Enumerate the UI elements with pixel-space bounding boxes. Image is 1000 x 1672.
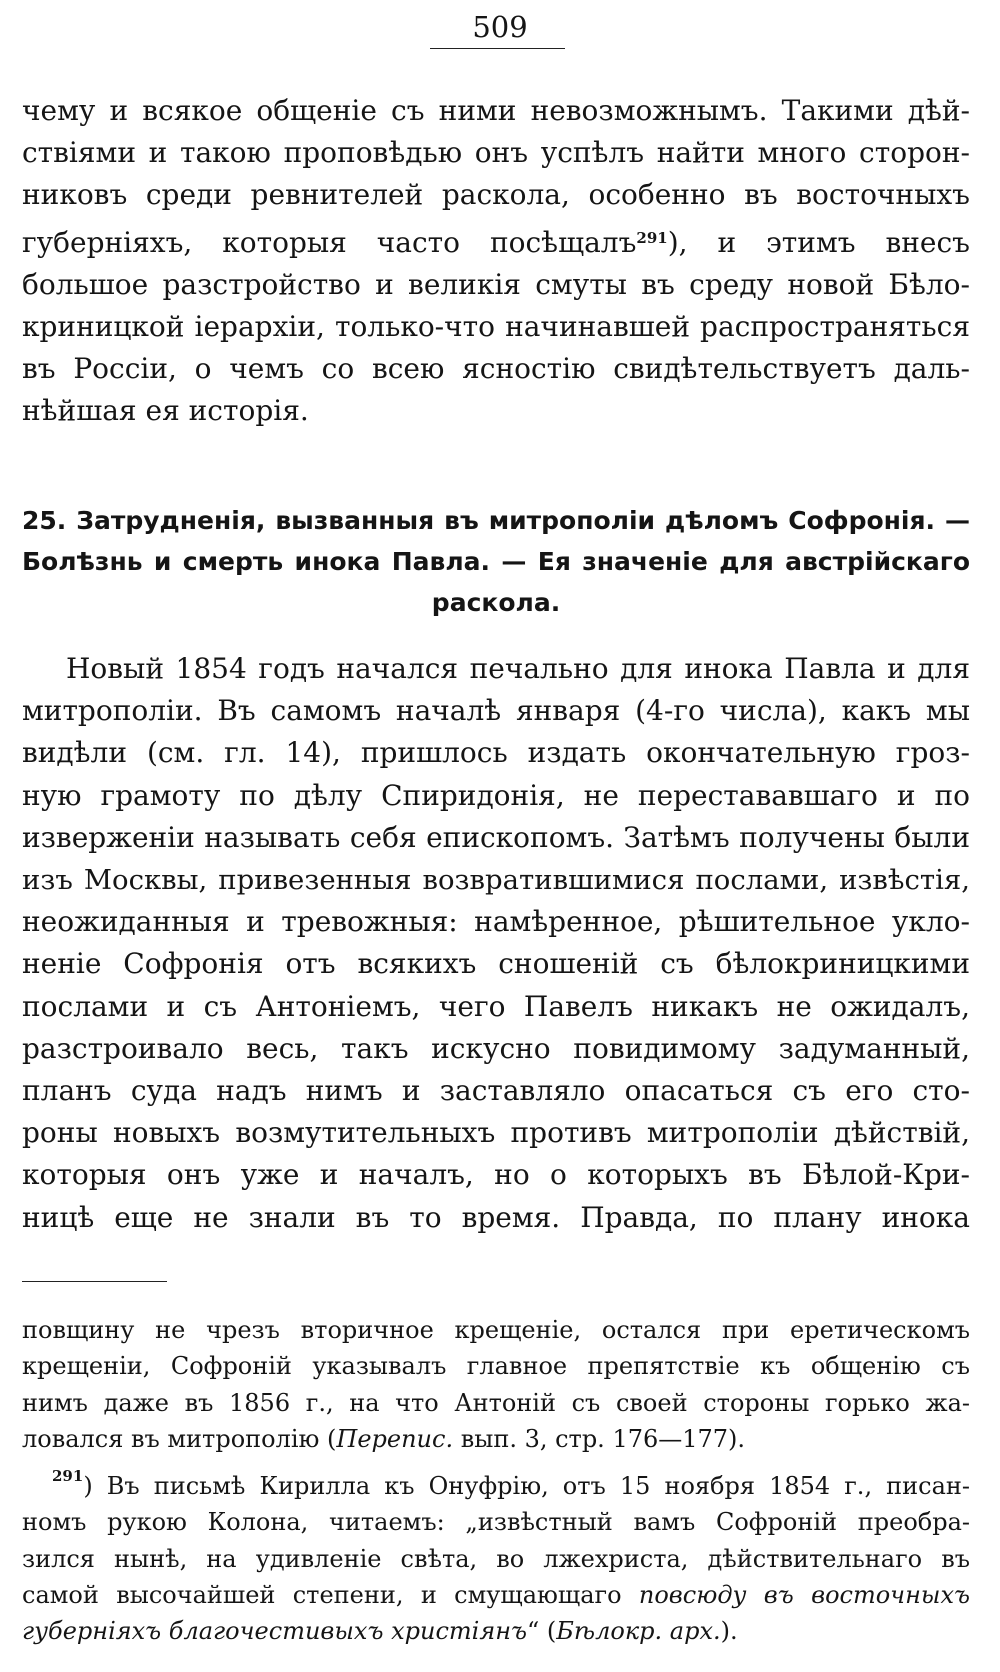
text-line: неожиданныя и тревожныя: намѣренное, рѣшительное укло- (22, 905, 970, 939)
footnote-line: крещеніи, Софроній указывалъ главное препятствіе къ общенію съ (22, 1352, 970, 1381)
text-line: роны новыхъ возмутительныхъ противъ митрополіи дѣйствій, (22, 1116, 970, 1150)
text-line: которыя онъ уже и началъ, но о которыхъ въ Бѣлой-Кри- (22, 1158, 970, 1192)
text-line: ную грамоту по дѣлу Спиридонія, не перестававшаго и по (22, 778, 970, 812)
page-number-underline (430, 48, 565, 49)
footnote-line (22, 1458, 970, 1504)
heading-line: Болѣзнь и смерть инока Павла. — Ея значеніе для австрійскаго (22, 547, 970, 576)
paragraph-section-25 (22, 648, 970, 1239)
text-segment: самой высочайшей степени, и смущающаго (22, 1580, 639, 1609)
text-line: планъ суда надъ нимъ и заставляло опасаться съ его сто- (22, 1074, 970, 1108)
text-line: большое разстройство и великія смуты въ среду новой Бѣло- (22, 267, 970, 301)
footnote-line: повщину не чрезъ вторичное крещеніе, остался при еретическомъ (22, 1316, 970, 1344)
text-line: никовъ среди ревнителей раскола, особенно въ восточныхъ (22, 178, 970, 212)
page-number: 509 (472, 10, 528, 44)
section-heading-25 (22, 500, 970, 623)
text-segment: ), и этимъ внесъ (667, 225, 970, 259)
footnote-line: номъ рукою Колона, читаемъ: „извѣстный вамъ Софроній преобра- (22, 1508, 970, 1537)
text-line: изверженіи называть себя епископомъ. Затѣмъ получены были (22, 820, 970, 854)
text-segment: вып. 3, стр. 176—177). (453, 1424, 746, 1453)
text-segment: губерніяхъ, которыя часто посѣщалъ (22, 225, 637, 259)
footnote-marker-291[interactable]: 291 (636, 228, 668, 247)
text-line: изъ Москвы, привезенныя возвратившимися послами, извѣстія, (22, 864, 970, 897)
footnote-line (22, 1613, 970, 1649)
text-line: видѣли (см. гл. 14), пришлось издать окончательную гроз- (22, 736, 970, 770)
footnote-line: зился нынѣ, на удивленіе свѣта, во лжехриста, дѣйствительнаго въ (22, 1544, 970, 1573)
footnote-line (22, 1421, 970, 1457)
text-segment: ловался въ митрополію ( (22, 1424, 337, 1453)
citation-italic: губерніяхъ благочестивыхъ христіянъ (22, 1617, 528, 1646)
text-line: митрополіи. Въ самомъ началѣ января (4-го числа), какъ мы (22, 694, 970, 728)
citation-italic: Бѣлокр. арх. (556, 1617, 721, 1646)
text-segment: ) Въ письмѣ Кирилла къ Онуфрію, отъ 15 ноября 1854 г., писан- (83, 1472, 970, 1500)
text-line: разстроивало весь, такъ искусно повидимому задуманный, (22, 1031, 970, 1065)
text-segment: “ ( (527, 1617, 557, 1646)
citation-italic: повсюду въ восточныхъ (638, 1580, 970, 1609)
footnote-line: нимъ даже въ 1856 г., на что Антоній съ своей стороны горько жа- (22, 1388, 970, 1417)
footnote-continued (22, 1312, 970, 1457)
text-line: послами и съ Антоніемъ, чего Павелъ никакъ не ожидалъ, (22, 989, 970, 1023)
heading-line: 25. Затрудненія, вызванныя въ митрополіи дѣломъ Софронія. — (22, 506, 970, 535)
text-line (22, 217, 970, 264)
text-line: ницѣ еще не знали въ то время. Правда, по плану инока (22, 1200, 970, 1234)
text-line: неніе Софронія отъ всякихъ сношеній съ бѣлокриницкими (22, 947, 970, 981)
text-segment: ). (720, 1617, 738, 1646)
paragraph-continued (22, 90, 970, 433)
text-line: нѣйшая ея исторія. (22, 394, 309, 428)
footnote-number: 291 (52, 1467, 84, 1485)
citation-italic: Перепис. (336, 1424, 454, 1453)
footnote-separator (22, 1281, 167, 1282)
heading-line: раскола. (431, 588, 561, 617)
text-line: Новый 1854 годъ начался печально для инока Павла и для (66, 652, 970, 685)
text-line: въ Россіи, о чемъ со всею ясностію свидѣтельствуетъ даль- (22, 352, 970, 386)
text-line: чему и всякое общеніе съ ними невозможнымъ. Такими дѣй- (22, 94, 970, 127)
text-line: ствіями и такою проповѣдью онъ успѣлъ найти много сторон- (22, 136, 970, 170)
footnote-line (22, 1577, 970, 1613)
footnote-291 (22, 1458, 970, 1649)
text-line: криницкой іерархіи, только-что начинавшей распространяться (22, 310, 970, 344)
